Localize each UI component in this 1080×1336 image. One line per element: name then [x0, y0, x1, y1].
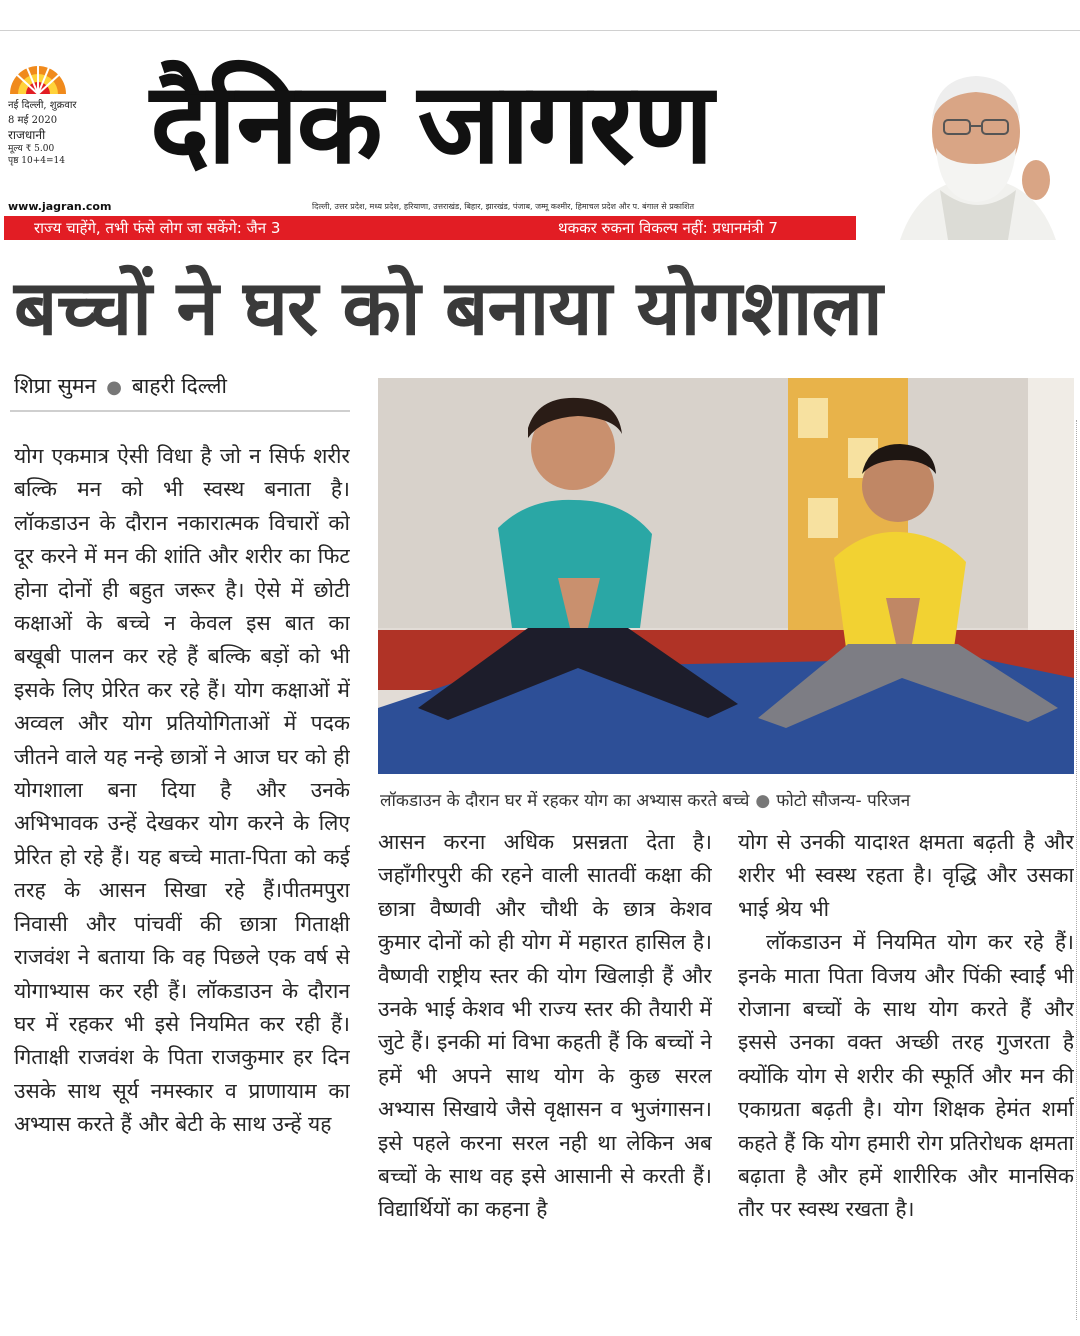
byline-rule	[10, 410, 350, 412]
edition-name: राजधानी	[8, 128, 46, 142]
author-name: शिप्रा सुमन	[14, 374, 97, 398]
prime-minister-portrait	[880, 60, 1076, 240]
promo-right[interactable]: थककर रुकना विकल्प नहीं: प्रधानमंत्री 7	[558, 219, 778, 237]
byline	[14, 372, 227, 400]
promo-left[interactable]: राज्य चाहेंगे, तभी फंसे लोग जा सकेंगे: जैन 3	[34, 219, 281, 237]
photo-caption	[380, 788, 1076, 811]
page-edge-rule	[1076, 420, 1080, 1320]
city-day: नई दिल्ली, शुक्रवार	[8, 100, 77, 111]
bullet-icon: ●	[106, 377, 122, 398]
top-rule	[0, 30, 1080, 31]
masthead-meta	[8, 98, 138, 167]
bullet-icon: ●	[755, 791, 771, 811]
article-headline: बच्चों ने घर को बनाया योगशाला	[14, 263, 882, 352]
dateline-location: बाहरी दिल्ली	[131, 374, 227, 398]
caption-text: लॉकडाउन के दौरान घर में रहकर योग का अभ्यास करते बच्चे	[380, 791, 750, 811]
newspaper-name: दैनिक जागरण	[150, 59, 712, 189]
col3-paragraph-1: योग से उनकी यादाश्त क्षमता बढ़ती है और शरीर भी स्वस्थ रहता है। वृद्धि और उसका भाई श्रेय भी	[738, 830, 1074, 921]
price: मूल्य ₹ 5.00	[8, 144, 55, 154]
article-column-2: आसन करना अधिक प्रसन्नता देता है। जहाँगीरपुरी की रहने वाली सातवीं कक्षा की छात्रा वैष्णवी और चौथी के छात्र केशव कुमार दोनों को ही योग में महारत हासिल है। वैष्णवी राष्ट्रीय स्तर की योग खिलाड़ी हैं और उनके भाई केशव भी राज्य स्तर की तैयारी में जुटे हैं। इनकी मां विभा कहती हैं कि बच्चों ने हमें भी अपने साथ योग के कुछ सरल अभ्यास सिखाये जैसे वृक्षासन व भुजंगासन। इसे पहले करना सरल नही था लेकिन अब बच्चों के साथ वह इसे आसानी से करती हैं। विद्यार्थियों का कहना है	[378, 830, 712, 1222]
website-url[interactable]: www.jagran.com	[8, 200, 112, 213]
article-column-3	[738, 826, 1074, 1316]
page-count: पृष्ठ 10+4=14	[8, 156, 65, 166]
issue-date: 8 मई 2020	[8, 115, 58, 126]
photo-credit: फोटो सौजन्य- परिजन	[776, 791, 911, 811]
article-photo	[378, 378, 1074, 774]
editions-line: दिल्ली, उत्तर प्रदेश, मध्य प्रदेश, हरियाणा, उत्तराखंड, बिहार, झारखंड, पंजाब, जम्मू कश्मीर, हिमाचल प्रदेश और प. बंगाल से प्रकाशित	[312, 202, 695, 211]
jagran-sun-logo-icon	[4, 56, 72, 96]
article-column-1: योग एकमात्र ऐसी विधा है जो न सिर्फ शरीर बल्कि मन को भी स्वस्थ बनाता है। लॉकडाउन के दौरान नकारात्मक विचारों को दूर करने में मन की शांति और शरीर का फिट होना दोनों ही बहुत जरूर है। ऐसे में छोटी कक्षाओं के बच्चे न केवल इस बात का बखूबी पालन कर रहे हैं बल्कि बड़ों को भी इसके लिए प्रेरित कर रहे हैं। योग कक्षाओं में अव्वल और योग प्रतियोगिताओं में पदक जीतने वाले यह नन्हे छात्रों ने आज घर को ही योगशाला बना दिया है और उनके अभिभावक उन्हें देखकर योग करने के लिए प्रेरित हो रहे हैं। यह बच्चे माता-पिता को कई तरह के आसन सिखा रहे हैं।पीतमपुरा निवासी और पांचवीं की छात्रा गिताक्षी राजवंश ने बताया कि वह पिछले एक वर्ष से योगाभ्यास कर रही हैं। लॉकडाउन के दौरान घर में रहकर भी इसे नियमित कर रही हैं। गिताक्षी राजवंश के पिता राजकुमार हर दिन उसके साथ सूर्य नमस्कार व प्राणायाम का अभ्यास करते हैं और बेटी के साथ उन्हें यह	[14, 444, 350, 1137]
col3-paragraph-2: लॉकडाउन में नियमित योग कर रहे हैं। इनके माता पिता विजय और पिंकी स्वाईं भी रोजाना बच्चों के साथ योग करते हैं और इससे उनका वक्त अच्छी तरह गुजरता है क्योंकि योग से शरीर की स्फूर्ति और मन की एकाग्रता बढ़ती है। योग शिक्षक हेमंत शर्मा कहते हैं कि योग हमारी रोग प्रतिरोधक क्षमता बढ़ाता है और हमें शारीरिक और मानसिक तौर पर स्वस्थ रखता है।	[738, 930, 1074, 1222]
